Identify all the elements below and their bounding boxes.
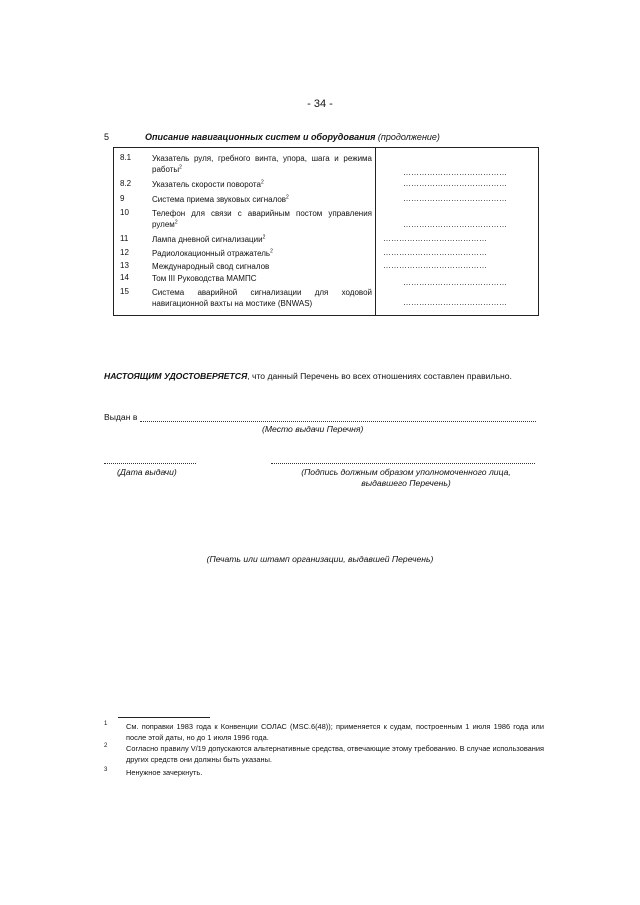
row-fill-line: …………………………………	[403, 194, 507, 203]
row-label: Радиолокационный отражатель	[152, 249, 271, 258]
row-text	[152, 261, 372, 272]
footnote-text: Ненужное зачеркнуть.	[126, 768, 203, 777]
row-label: Телефон для связи с аварийным постом управления рулем	[152, 209, 372, 229]
row-fill-line: …………………………………	[383, 248, 487, 257]
row-text	[152, 273, 372, 284]
row-number: 15	[120, 287, 129, 296]
page-number: - 34 -	[307, 98, 333, 110]
row-number: 11	[120, 234, 129, 243]
footnote-text: См. поправки 1983 года к Конвенции СОЛАС (MSC.6(48)); применяется к судам, построенным 1 июля 1986 года или после этой даты, но до 1 июля 1996 года.	[126, 722, 544, 742]
footnote-ref: 2	[270, 248, 273, 255]
row-label: Лампа дневной сигнализации	[152, 235, 263, 244]
footnote-text: Согласно правилу V/19 допускаются альтернативные средства, отвечающие этому требованию. В случае использования других средств они должны быть указаны.	[126, 744, 544, 764]
place-caption: (Место выдачи Перечня)	[262, 424, 364, 434]
footnote-ref: 2	[262, 234, 266, 241]
footnote-ref: 2	[260, 179, 264, 186]
row-label: Международный свод сигналов	[152, 262, 270, 271]
row-number: 10	[120, 208, 129, 217]
footnote-mark: 1	[104, 721, 108, 727]
row-label: Том III Руководства МАМПС	[152, 274, 257, 283]
footnote-mark: 2	[104, 743, 108, 749]
date-line	[104, 458, 196, 464]
signature-caption: (Подпись должным образом уполномоченного лица, выдавшего Перечень)	[301, 467, 511, 488]
row-text	[152, 287, 372, 309]
footnote-mark: 3	[104, 767, 108, 773]
row-label: Указатель скорости поворота	[152, 180, 261, 189]
row-text	[152, 179, 372, 190]
footnote-ref: 2	[286, 194, 289, 201]
row-number: 12	[120, 248, 129, 257]
certification-lead: НАСТОЯЩИМ УДОСТОВЕРЯЕТСЯ	[104, 371, 248, 381]
table-column-divider	[375, 147, 376, 316]
row-fill-line: …………………………………	[403, 220, 507, 229]
section-number: 5	[104, 132, 110, 142]
row-fill-line: …………………………………	[403, 179, 507, 188]
stamp-caption: (Печать или штамп организации, выдавшей Перечень)	[206, 554, 434, 564]
certification-rest: , что данный Перечень во всех отношениях составлен правильно.	[247, 371, 512, 381]
issued-place-line	[140, 412, 536, 422]
row-number: 13	[120, 261, 129, 270]
signature-line	[271, 458, 535, 464]
row-fill-line: …………………………………	[383, 261, 487, 270]
section-title-text: Описание навигационных систем и оборудования	[145, 132, 376, 142]
row-text	[152, 194, 372, 205]
row-number: 8.1	[120, 153, 132, 162]
issued-label: Выдан в	[104, 412, 138, 422]
row-label: Система приема звуковых сигналов	[152, 195, 287, 204]
footnote-separator	[118, 717, 210, 718]
footnote-ref: 2	[179, 164, 182, 171]
row-number: 8.2	[120, 179, 132, 188]
row-text	[152, 248, 372, 259]
row-number: 9	[120, 194, 125, 203]
date-caption: (Дата выдачи)	[117, 467, 177, 477]
row-label: Система аварийной сигнализации для ходовой навигационной вахты на мостике (BNWAS)	[152, 288, 372, 308]
section-continued: (продолжение)	[377, 132, 440, 142]
row-text	[152, 153, 372, 175]
row-fill-line: …………………………………	[403, 278, 507, 287]
row-fill-line: …………………………………	[383, 234, 487, 243]
row-label: Указатель руля, гребного винта, упора, шага и режима работы	[152, 154, 372, 174]
row-text	[152, 208, 372, 230]
row-text	[152, 234, 372, 245]
row-fill-line: …………………………………	[403, 298, 507, 307]
row-fill-line: …………………………………	[403, 168, 507, 177]
certification-paragraph	[104, 370, 536, 382]
section-title	[145, 132, 440, 142]
row-number: 14	[120, 273, 129, 282]
footnote-ref: 2	[174, 219, 178, 226]
